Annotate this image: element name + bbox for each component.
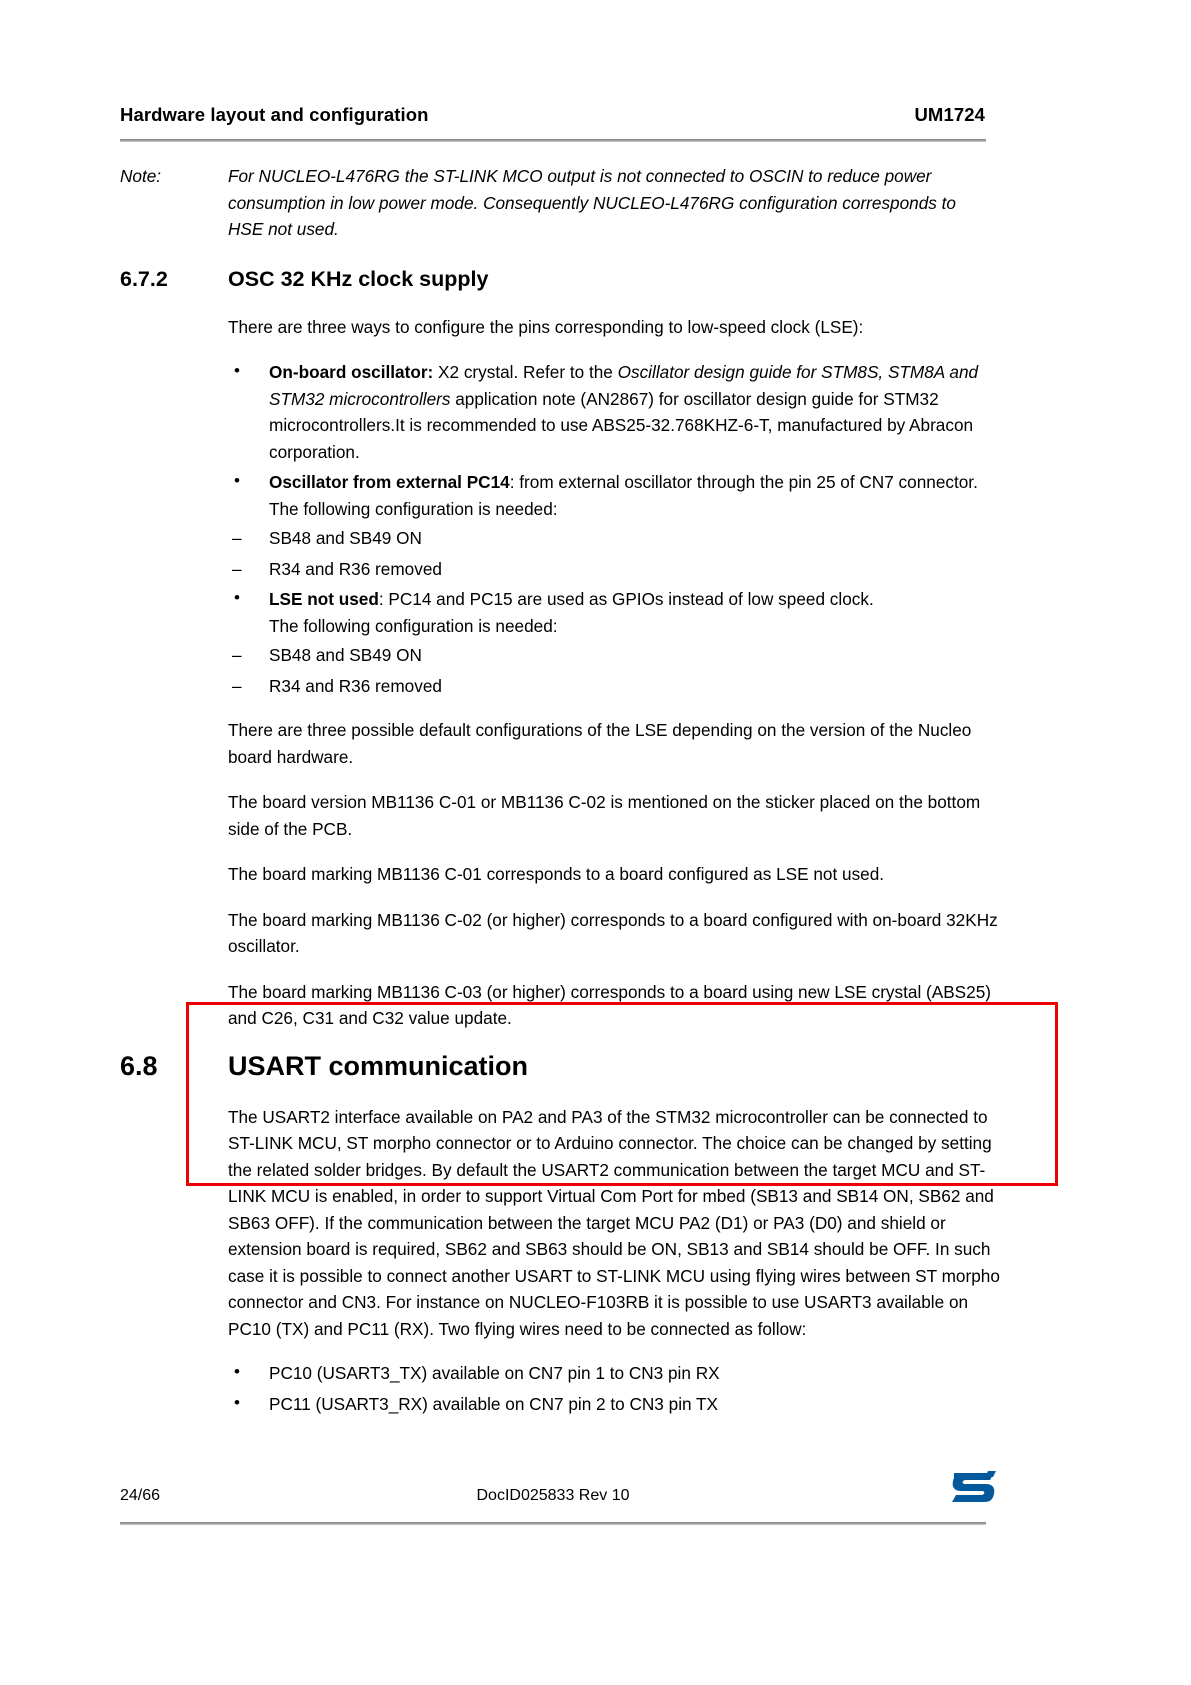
note-label: Note:: [120, 166, 162, 186]
section-number-6-8: 6.8: [120, 1050, 158, 1081]
config-dash-list-1: [228, 525, 1000, 582]
st-logo-icon: [948, 1467, 1000, 1507]
page-footer: [120, 1487, 986, 1517]
bullet-text-pc14: : from external oscillator through the pin 25 of CN7 connector.: [509, 472, 978, 492]
section-number-6-7-2: 6.7.2: [120, 266, 168, 291]
page-content: [120, 163, 1000, 1421]
note-block: [120, 163, 1000, 243]
section-6-7-2-body: [228, 314, 1000, 1032]
config-needed-intro-1: The following configuration is needed:: [269, 498, 558, 519]
header-divider: [120, 139, 986, 142]
bullet-text-lse-not-used: : PC14 and PC15 are used as GPIOs instead of low speed clock.: [378, 589, 874, 609]
note-text: For NUCLEO-L476RG the ST-LINK MCO output is not connected to OSCIN to reduce power consumption in low power mode. Consequently NUCLEO-L476RG configuration corresponds to HSE not used.: [228, 166, 956, 239]
footer-page-number: 24/66: [120, 1487, 161, 1504]
bullet-text-part2: application note (AN2867) for oscillator design guide for STM32 microcontrollers.It is recommended to use ABS25-32.768KHZ-6-T, manufactured by Abracon corporation.: [269, 388, 974, 462]
bullet-lead-external-pc14: Oscillator from external PC14: [269, 472, 510, 492]
config-dash-list-2: [228, 642, 1000, 699]
lse-intro-paragraph: There are three ways to configure the pins corresponding to low-speed clock (LSE):: [228, 316, 864, 337]
page-header: [120, 104, 985, 126]
paragraph-marking-c02: The board marking MB1136 C-02 (or higher) corresponds to a board configured with on-board 32KHz oscillator.: [228, 909, 998, 956]
list-item: – SB48 and SB49 ON: [228, 642, 1000, 669]
config-needed-intro-2: The following configuration is needed:: [269, 615, 558, 636]
paragraph-marking-c03: The board marking MB1136 C-03 (or higher) corresponds to a board using new LSE crystal (ABS25) and C26, C31 and C32 value update.: [228, 981, 991, 1028]
bullet-text-part1: X2 crystal. Refer to the: [433, 362, 618, 382]
usart-flying-wire-list: [228, 1360, 1000, 1417]
header-document-code: UM1724: [914, 104, 985, 125]
header-chapter-title: Hardware layout and configuration: [120, 104, 429, 125]
list-item: – R34 and R36 removed: [228, 673, 1000, 700]
footer-divider: [120, 1522, 986, 1525]
list-item: [228, 359, 1000, 465]
list-item: – R34 and R36 removed: [228, 556, 1000, 583]
section-heading-6-7-2: [120, 267, 1000, 292]
bullet-lead-lse-not-used: LSE not used: [269, 589, 379, 609]
footer-doc-id: DocID025833 Rev 10: [476, 1487, 630, 1504]
paragraph-default-configs: There are three possible default configurations of the LSE depending on the version of the Nucleo board hardware.: [228, 720, 972, 767]
section-title-6-8: USART communication: [228, 1050, 529, 1081]
list-item: [228, 586, 1000, 699]
list-item: • PC10 (USART3_TX) available on CN7 pin 1 to CN3 pin RX: [228, 1360, 1000, 1387]
paragraph-board-version: The board version MB1136 C-01 or MB1136 C-02 is mentioned on the sticker placed on the bottom side of the PCB.: [228, 792, 981, 839]
section-title-6-7-2: OSC 32 KHz clock supply: [228, 266, 489, 291]
section-6-8-body: [228, 1104, 1000, 1418]
lse-option-list: [228, 359, 1000, 699]
list-item: [228, 469, 1000, 582]
bullet-lead-onboard: On-board oscillator:: [269, 362, 434, 382]
list-item: • PC11 (USART3_RX) available on CN7 pin 2 to CN3 pin TX: [228, 1391, 1000, 1418]
bullet-italic-appnote: Oscillator design guide for STM8S, STM8A and STM32 microcontrollers: [269, 362, 979, 409]
section-heading-6-8: [120, 1051, 1000, 1082]
usart-highlighted-paragraph: The USART2 interface available on PA2 and PA3 of the STM32 microcontroller can be connected to ST-LINK MCU, ST morpho connector or to Arduino connector. The choice can be changed by setting the related solder bridges. By default the USART2 communication between the target MCU and ST-LINK MCU is enabled, in order to support Virtual Com Port for mbed (SB13 and SB14 ON, SB62 and SB63 OFF). If the communication between the target MCU PA2 (D1) or PA3 (D0) and shield or extension board is required, SB62 and SB63 should be ON, SB13 and SB14 should be OFF. In such case it is possible to connect another USART to ST-LINK MCU using flying wires between ST morpho connector and CN3. For instance on NUCLEO-F103RB it is possible to use USART3 available on PC10 (TX) and PC11 (RX). Two flying wires need to be connected as follow:: [228, 1106, 1000, 1339]
list-item: – SB48 and SB49 ON: [228, 525, 1000, 552]
paragraph-marking-c01: The board marking MB1136 C-01 corresponds to a board configured as LSE not used.: [228, 864, 885, 884]
